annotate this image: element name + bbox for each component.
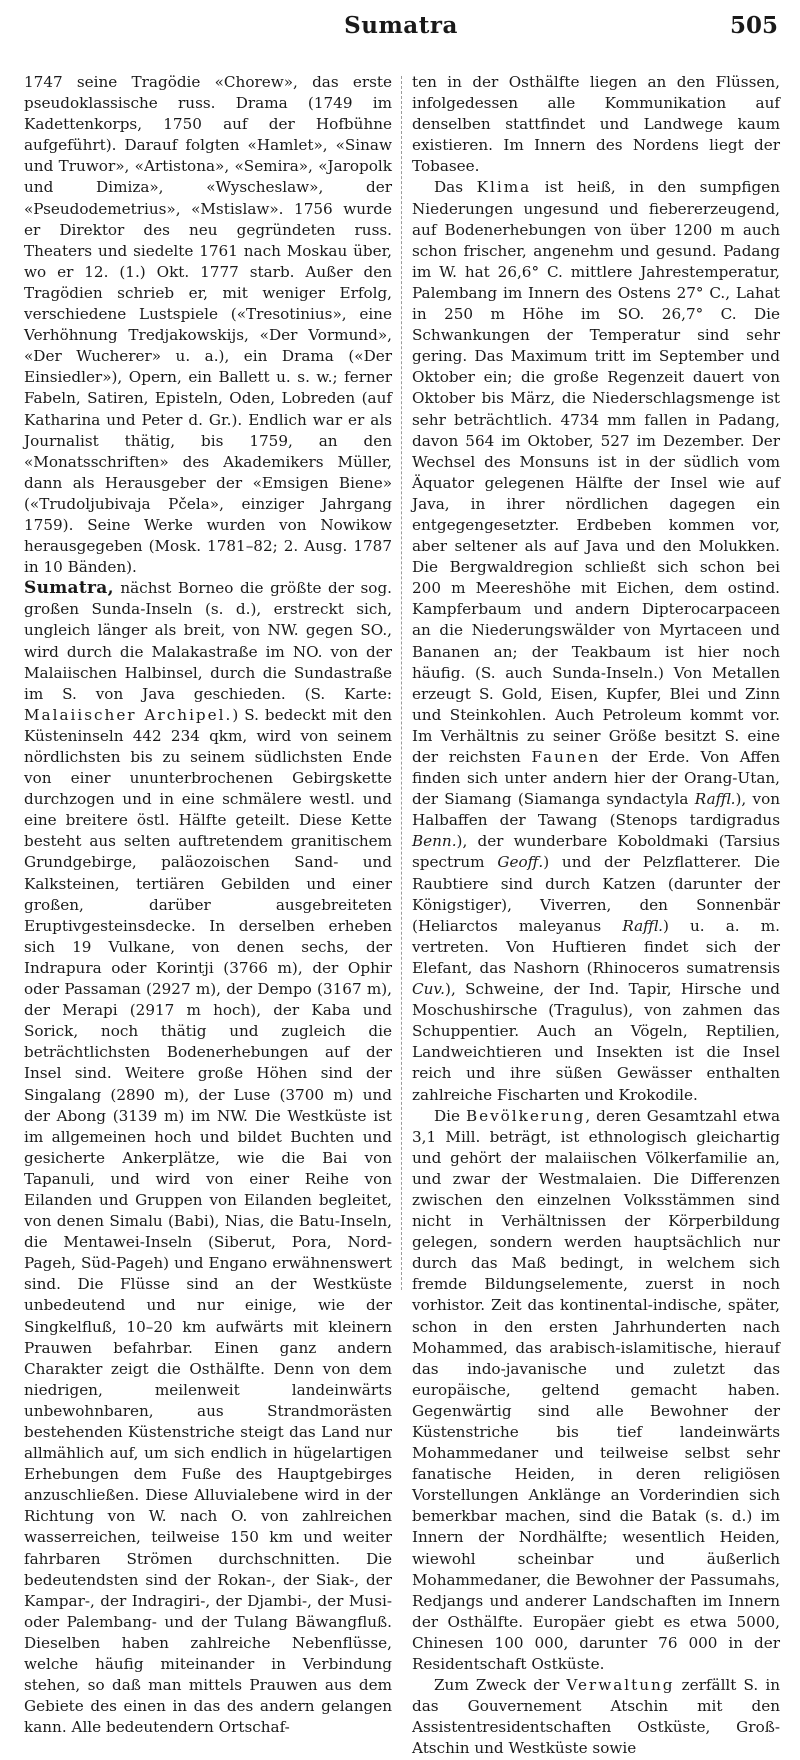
taxon-author: Raffl. <box>622 916 663 935</box>
running-title: Sumatra <box>344 12 458 39</box>
text-span: ), Schweine, der Ind. Tapir, Hirsche und Moschushirsche (Tragulus), von zahmen das Schuppentier. Auch an Vögeln, Reptilien, Landweichtieren und Insekten ist die Insel reich und ihre süßen Gewässer enthalten zahlreiche Fischarten und Krokodile. <box>412 980 780 1104</box>
term-bevoelkerung: Bevölkerung <box>465 1106 586 1125</box>
left-column <box>24 72 392 1737</box>
text-span: ), der wunderbare Koboldmaki ( <box>456 832 725 851</box>
latin-name: Siamanga syndactyla <box>523 790 689 809</box>
text-span: ist heiß, in den sumpfigen Niederungen ungesund und fiebererzeugend, auf Bodenerhebungen von über 1200 m auch schon frischer, angenehm und gesund. Padang im W. hat 26,6° C. mittlere Jahrestemperatur, Palembang im Innern des Ostens 27° C., Lahat in 250 m Höhe im SO. 26,7° C. Die Schwankungen der Temperatur sind sehr gering. Das Maximum tritt im September und Oktober ein; die große Regenzeit dauert von Oktober bis März, die Niederschlagsmenge ist sehr beträchtlich. 4734 mm fallen in Padang, davon 564 im Oktober, 527 im Dezember. Der Wechsel des Monsuns ist in der südlich vom Äquator gelegenen Hälfte der Insel wie auf Java, in ihrer nördlichen dagegen ein entgegengesetzter. Erdbeben kommen vor, aber seltener als auf Java und den Molukken. Die Bergwaldregion schließt sich schon bei 200 m Meereshöhe mit Eichen, dem ostind. Kampferbaum und andern Dipterocarpaceen an die Niederungswälder von Myrtaceen und Bananen an; der Teakbaum ist hier noch häufig. (S. auch Sunda-Inseln.) Von Metallen erzeugt S. Gold, Eisen, Kupfer, Blei und Zinn und Steinkohlen. Auch Petroleum kommt vor. Im Verhältnis zu seiner Größe besitzt S. eine der reichsten <box>412 178 780 766</box>
entry-text-geography: ) S. bedeckt mit den Küsteninseln 442 234 qkm, wird von seinem nördlichsten bis zu seinem südlichsten Ende von einer ununterbrochenen Gebirgskette durchzogen und in eine schmälere westl. und eine breitere östl. Hälfte geteilt. Diese Kette besteht aus selten auftretendem granitischem Grundgebirge, paläozoischen Sand- und Kalksteinen, tertiären Gebilden und einer großen, darüber ausgebreiteten Eruptivgesteinsdecke. In derselben erheben sich 19 Vulkane, von denen sechs, der Indrapura oder Korintji (3766 m), der Ophir oder Passaman (2927 m), der Dempo (3167 m), der Merapi (2917 m hoch), der Kaba und Sorick, noch thätig und zugleich die beträchtlichsten Bodenerhebungen auf der Insel sind. Weitere große Höhen sind der Singalang (2890 m), der Luse (3700 m) und der Abong (3139 m) im NW. Die Westküste ist im allgemeinen hoch und bildet Buchten und gesicherte Ankerplätze, wie die Bai von Tapanuli, und wird von einer Reihe von Eilanden und Gruppen von Eilanden begleitet, von denen Simalu (Babi), Nias, die Batu-Inseln, die Mentawei-Inseln (Siberut, Pora, Nord-Pageh, Süd-Pageh) und Engano erwähnenswert sind. Die Flüsse sind an der Westküste unbedeutend und nur einige, wie der Singkelfluß, 10–20 km aufwärts mit kleinern Prauwen befahrbar. Einen ganz andern Charakter zeigt die Osthälfte. Denn von dem niedrigen, meilenweit landeinwärts unbewohnbaren, aus Strandmorästen bestehenden Küstenstriche steigt das Land nur allmählich auf, um sich endlich in hügelartigen Erhebungen dem Fuße des Hauptgebirges anzuschließen. Diese Alluvialebene wird in der Richtung von W. nach O. von zahlreichen wasserreichen, teilweise 150 km und weiter fahrbaren Strömen durchschnitten. Die bedeutendsten sind der Rokan-, der Siak-, der Kampar-, der Indragiri-, der Djambi-, der Musi- oder Palembang- und der Tulang Bäwangfluß. Dieselben haben zahlreiche Nebenflüsse, welche häufig miteinander in Verbindung stehen, so daß man mittels Prauwen aus dem Gebiete des einen in das des andern gelangen kann. Alle bedeutendern Ortschaf- <box>24 705 392 1737</box>
text-span: ), von Halbaffen der Tawang ( <box>412 790 781 830</box>
paragraph-verwaltung <box>412 1675 780 1759</box>
paragraph-klima <box>412 177 780 1105</box>
latin-name: Tarsius spectrum <box>412 832 780 872</box>
text-span: ) und der Pelzflatterer. Die Raubtiere sind durch Katzen (darunter der Königstiger), Viverren, den Sonnenbär ( <box>412 853 780 935</box>
page-number: 505 <box>729 12 778 39</box>
map-reference: Malaiischer Archipel. <box>24 705 233 724</box>
latin-name: Stenops tardigradus <box>615 811 780 830</box>
text-span: ) u. a. m. vertreten. Von Huftieren findet sich der Elefant, das Nashorn ( <box>412 916 780 977</box>
term-verwaltung: Verwaltung <box>566 1676 675 1695</box>
taxon-author: Cuv. <box>412 980 446 999</box>
taxon-author: Geoff. <box>497 853 544 872</box>
latin-name: Rhinoceros sumatrensis <box>592 958 780 977</box>
text-span: Das <box>434 178 477 197</box>
entry-text-intro: nächst Borneo die größte der sog. großen Sunda-Inseln (s. d.), erstreckt sich, ungleich länger als breit, von NW. gegen SO., wird durch die Malakastraße im NO. von der Malaiischen Halbinsel, durch die Sundastraße im S. von Java geschieden. (S. Karte: <box>24 579 392 703</box>
text-span: zerfällt S. in das Gouvernement Atschin mit den Assistentresidentschaften Ostküste, Groß-Atschin und Westküste sowie <box>412 1676 780 1758</box>
paragraph-sumarokow-end: 1747 seine Tragödie «Chorew», das erste pseudoklassische russ. Drama (1749 im Kadettenkorps, 1750 auf der Hofbühne aufgeführt). Darauf folgten «Hamlet», «Sinaw und Truwor», «Artistona», «Semira», «Jaropolk und Dimiza», «Wyscheslaw», der «Pseudodemetrius», «Mstislaw». 1756 wurde er Direktor des neu gegründeten russ. Theaters und siedelte 1761 nach Moskau über, wo er 12. (1.) Okt. 1777 starb. Außer den Tragödien schrieb er, mit weniger Erfolg, verschiedene Lustspiele («Tresotinius», eine Verhöhnung Tredjakowskijs, «Der Vormund», «Der Wucherer» u. a.), ein Drama («Der Einsiedler»), Opern, ein Ballett u. s. w.; ferner Fabeln, Satiren, Episteln, Oden, Lobreden (auf Katharina und Peter d. Gr.). Endlich war er als Journalist thätig, bis 1759, an den «Monatsschriften» des Akademikers Müller, dann als Herausgeber der «Emsigen Biene» («Trudoljubivaja Pčela», einziger Jahrgang 1759). Seine Werke wurden von Nowikow herausgegeben (Mosk. 1781–82; 2. Ausg. 1787 in 10 Bänden). <box>24 73 392 577</box>
taxon-author: Benn. <box>412 832 457 851</box>
paragraph-rivers-end: ten in der Osthälfte liegen an den Flüssen, infolgedessen alle Kommunikation auf denselben stattfindet und Landwege kaum existieren. Im Innern des Nordens liegt der Tobasee. <box>412 73 780 176</box>
entry-lemma: Sumatra, <box>24 578 114 599</box>
taxon-author: Raffl. <box>694 790 736 809</box>
paragraph-bevoelkerung <box>412 1106 780 1676</box>
latin-name: Heliarctos maleyanus <box>417 916 602 935</box>
text-span: Zum Zweck der <box>434 1676 567 1695</box>
term-faunen: Faunen <box>531 748 601 766</box>
right-column <box>412 72 781 1758</box>
term-klima: Klima <box>476 178 532 197</box>
text-span: , deren Gesamtzahl etwa 3,1 Mill. beträgt, ist ethnologisch gleichartig und gehört der malaiischen Völkerfamilie an, und zwar der Westmalaien. Die Differenzen zwischen den einzelnen Volksstämmen sind nicht in Verhältnissen der Körperbildung gelegen, sondern werden hauptsächlich nur durch das Maß bedingt, in welchem sich fremde Bildungselemente, zuerst in noch vorhistor. Zeit das kontinental-indische, später, schon in den ersten Jahrhunderten nach Mohammed, das arabisch-islamitische, hierauf das indo-javanische und zuletzt das europäische, geltend gemacht haben. Gegenwärtig sind alle Bewohner der Küstenstriche bis tief landeinwärts Mohammedaner und teilweise selbst sehr fanatische Heiden, in deren religiösen Vorstellungen Anklänge an Vorderindien sich bemerkbar machen, sind die Batak (s. d.) im Innern der Nordhälfte; wesentlich Heiden, wiewohl scheinbar und äußerlich Mohammedaner, die Bewohner der Passumahs, Redjangs und anderer Landschaften im Innern der Osthälfte. Europäer giebt es etwa 5000, Chinesen 100 000, darunter 76 000 in der Residentschaft Ostküste. <box>412 1106 780 1674</box>
two-column-body <box>24 72 781 1758</box>
text-span: Die <box>434 1106 466 1125</box>
text-span: der Erde. Von Affen finden sich unter andern hier der Orang-Utan, der Siamang ( <box>412 748 780 809</box>
entry-sumatra <box>24 578 392 1738</box>
running-header <box>24 8 778 48</box>
column-divider <box>401 76 402 1290</box>
